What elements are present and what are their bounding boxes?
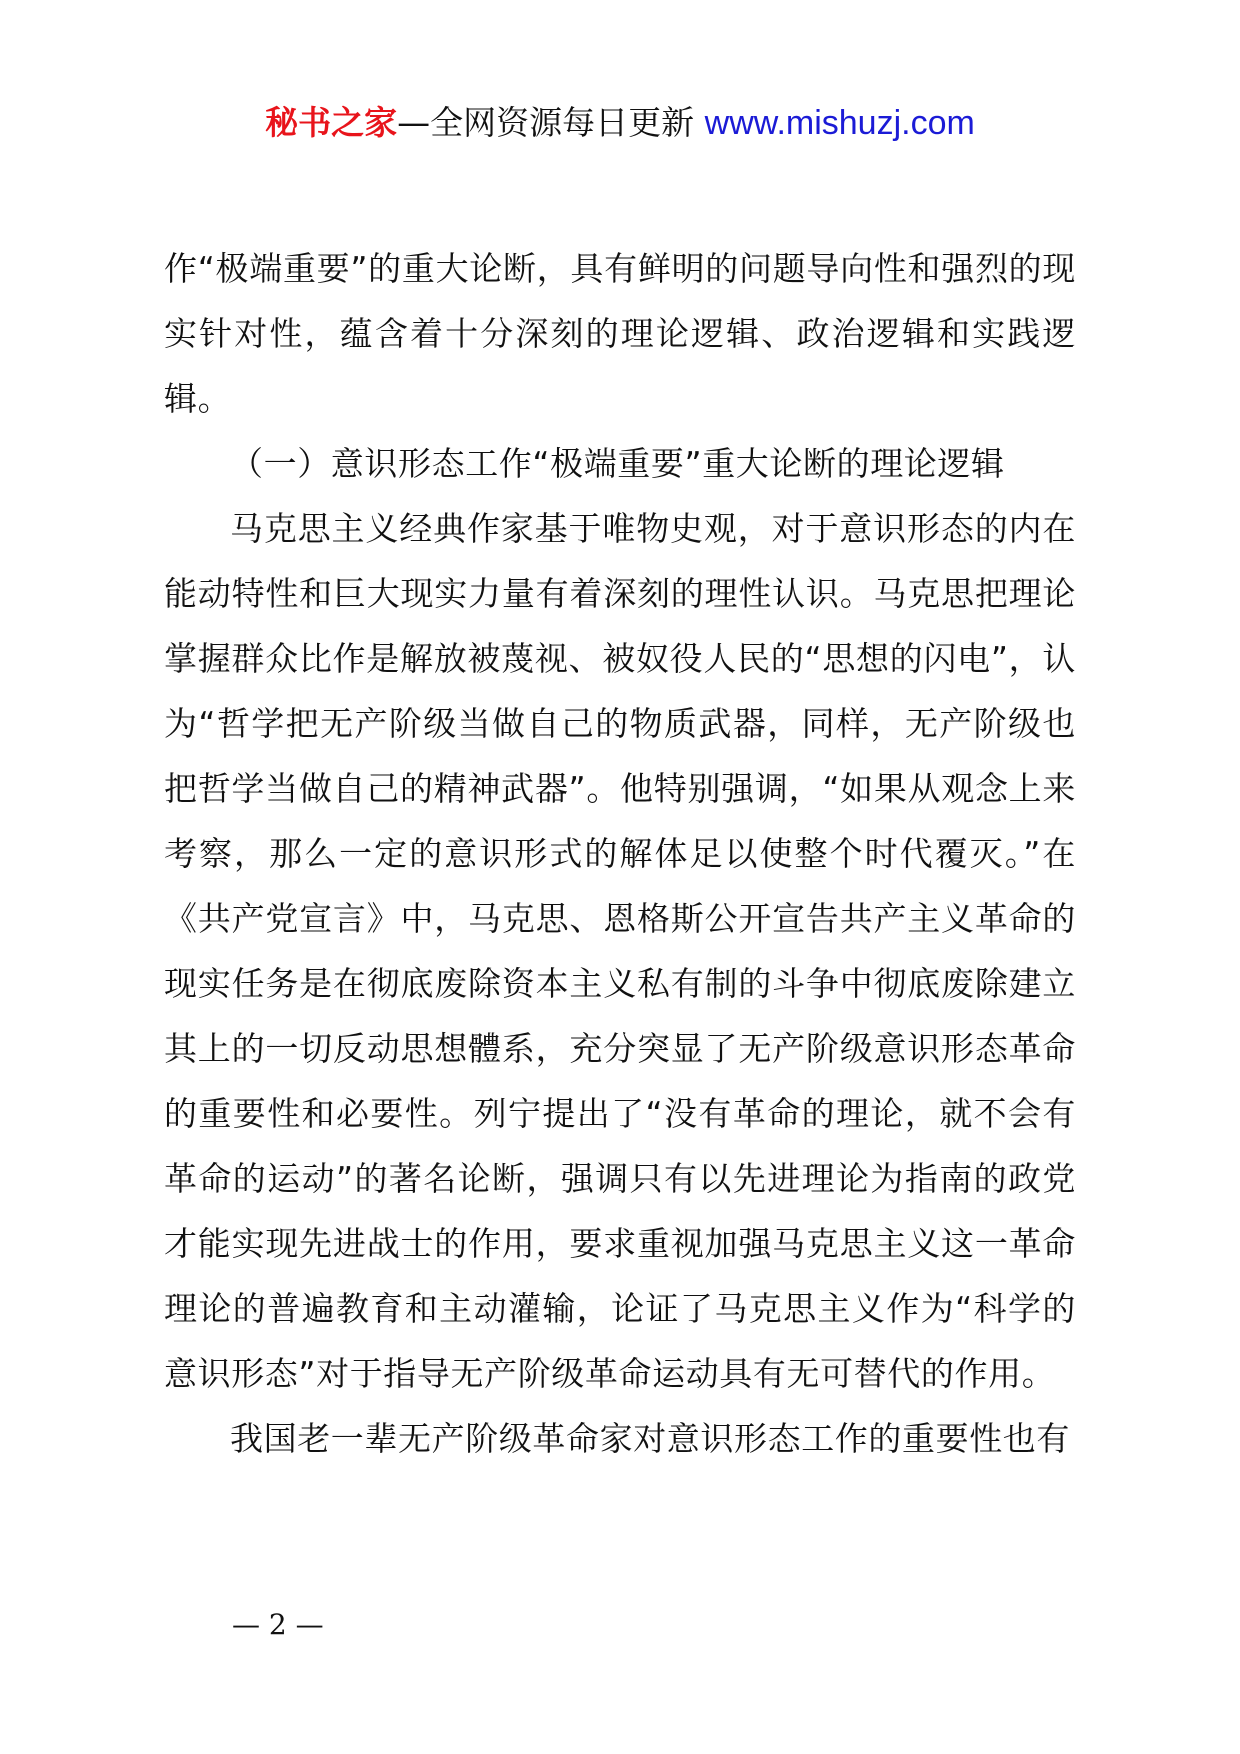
paragraph-continued: 作“极端重要”的重大论断，具有鲜明的问题导向性和强烈的现实针对性，蕴含着十分深刻的理论逻辑、政治逻辑和实践逻辑。 — [164, 249, 1076, 418]
paragraph: 马克思主义经典作家基于唯物史观，对于意识形态的内在能动特性和巨大现实力量有着深刻的理性认识。马克思把理论掌握群众比作是解放被蔑视、被奴役人民的“思想的闪电”，认为“哲学把无产阶级当做自己的物质武器，同样，无产阶级也把哲学当做自己的精神武器”。他特别强调，“如果从观念上来考察，那么一定的意识形式的解体足以使整个时代覆灭。”在《共产党宣言》中，马克思、恩格斯公开宣告共产主义革命的现实任务是在彻底废除资本主义私有制的斗争中彻底废除建立其上的一切反动思想體系，充分突显了无产阶级意识形态革命的重要性和必要性。列宁提出了“没有革命的理论，就不会有革命的运动”的著名论断，强调只有以先进理论为指南的政党才能实现先进战士的作用，要求重视加强马克思主义这一革命理论的普遍教育和主动灌输，论证了马克思主义作为“科学的意识形态”对于指导无产阶级革命运动具有无可替代的作用。 — [164, 509, 1076, 1393]
header-url[interactable]: www.mishuzj.com — [704, 104, 975, 142]
paragraph: 我国老一辈无产阶级革命家对意识形态工作的重要性也有 — [230, 1419, 1070, 1458]
section-heading: （一）意识形态工作“极端重要”重大论断的理论逻辑 — [230, 444, 1005, 483]
document-body — [164, 236, 1076, 1471]
header-brand: 秘书之家 — [265, 103, 398, 142]
site-header — [0, 98, 1240, 148]
page-number: — 2 — — [232, 1608, 324, 1641]
header-tagline: —全网资源每日更新 — [397, 103, 695, 142]
